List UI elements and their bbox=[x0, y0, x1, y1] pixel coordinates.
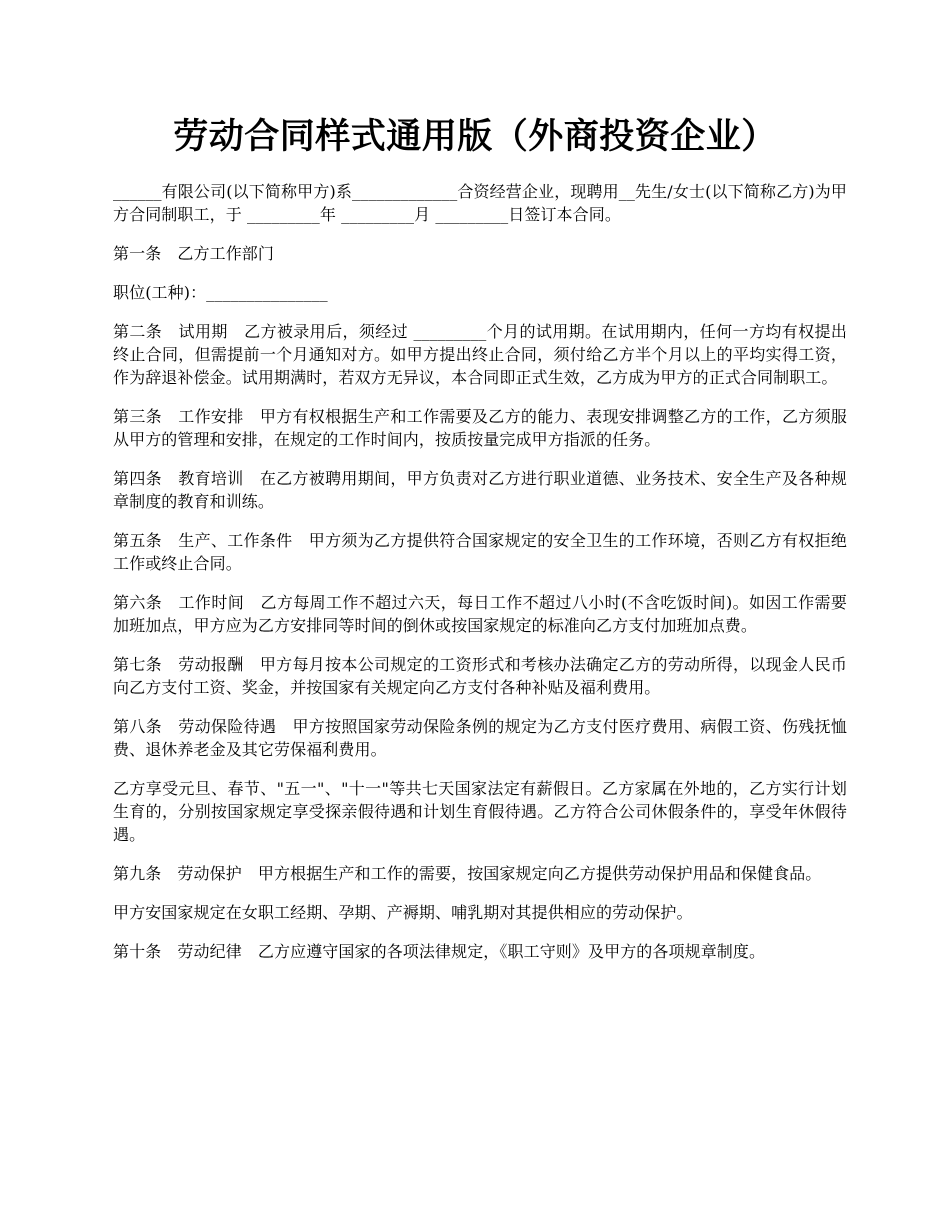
article-9-paragraph: 第九条 劳动保护 甲方根据生产和工作的需要，按国家规定向乙方提供劳动保护用品和保健食品。 bbox=[113, 864, 822, 883]
article-10-paragraph: 第十条 劳动纪律 乙方应遵守国家的各项法律规定，《职工守则》及甲方的各项规章制度。 bbox=[113, 942, 766, 961]
position-line: 职位(工种)：_______________ bbox=[113, 283, 328, 302]
female-protection-paragraph: 甲方安国家规定在女职工经期、孕期、产褥期、哺乳期对其提供相应的劳动保护。 bbox=[113, 903, 693, 922]
article-6-paragraph: 第六条 工作时间 乙方每周工作不超过六天，每日工作不超过八小时(不含吃饭时间)。如因工作需要加班加点，甲方应为乙方安排同等时间的倒休或按国家规定的标准向乙方支付加班加点费。 bbox=[113, 593, 847, 635]
article-7-paragraph: 第七条 劳动报酬 甲方每月按本公司规定的工资形式和考核办法确定乙方的劳动所得，以现金人民币向乙方支付工资、奖金，并按国家有关规定向乙方支付各种补贴及福利费用。 bbox=[113, 655, 847, 697]
document-body bbox=[113, 180, 847, 979]
article-3-paragraph: 第三条 工作安排 甲方有权根据生产和工作需要及乙方的能力、表现安排调整乙方的工作，乙方须服从甲方的管理和安排，在规定的工作时间内，按质按量完成甲方指派的任务。 bbox=[113, 407, 847, 449]
article-1-heading: 第一条 乙方工作部门 bbox=[113, 244, 275, 263]
article-2-paragraph: 第二条 试用期 乙方被录用后，须经过 _________个月的试用期。在试用期内，任何一方均有权提出终止合同，但需提前一个月通知对方。如甲方提出终止合同，须付给乙方半个月以上的平均实得工资，作为辞退补偿金。试用期满时，若双方无异议，本合同即正式生效，乙方成为甲方的正式合同制职工。 bbox=[113, 322, 847, 387]
article-5-paragraph: 第五条 生产、工作条件 甲方须为乙方提供符合国家规定的安全卫生的工作环境，否则乙方有权拒绝工作或终止合同。 bbox=[113, 531, 847, 573]
article-4-paragraph: 第四条 教育培训 在乙方被聘用期间，甲方负责对乙方进行职业道德、业务技术、安全生产及各种规章制度的教育和训练。 bbox=[113, 469, 847, 511]
holiday-paragraph: 乙方享受元旦、春节、"五一"、"十一"等共七天国家法定有薪假日。乙方家属在外地的，乙方实行计划生育的，分别按国家规定享受探亲假待遇和计划生育假待遇。乙方符合公司休假条件的，享受年休假待遇。 bbox=[113, 779, 847, 844]
intro-paragraph: ______有限公司(以下简称甲方)系_____________合资经营企业，现聘用__先生/女士(以下简称乙方)为甲方合同制职工，于 _________年 _________月 _________日签订本合同。 bbox=[113, 182, 847, 224]
article-8-paragraph: 第八条 劳动保险待遇 甲方按照国家劳动保险条例的规定为乙方支付医疗费用、病假工资、伤残抚恤费、退休养老金及其它劳保福利费用。 bbox=[113, 717, 847, 759]
document-title: 劳动合同样式通用版（外商投资企业） bbox=[173, 116, 777, 157]
